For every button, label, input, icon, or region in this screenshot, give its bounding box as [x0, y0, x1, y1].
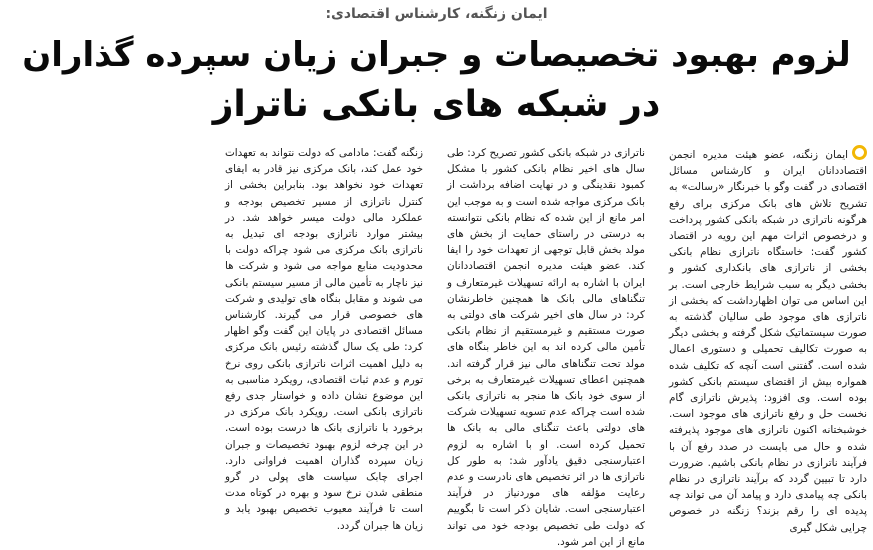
- article-headline: [20, 30, 853, 130]
- article-kicker: ایمان زنگنه، کارشناس اقتصادی:: [325, 6, 548, 22]
- article-column-3: [225, 145, 423, 532]
- column-3-text: زنگنه گفت: مادامی که دولت نتواند به تعهدات خود عمل کند، بانک مرکزی نیز قادر به ایفای تعهدات خود نخواهد بود. بنابراین بخشی از کنترل ناترازی از مسیر تخصیص بودجه و عملکرد مالی دولت میسر خواهد شد. در بیشتر موارد ناترازی بودجه ای تبدیل به ناترازی بانک مرکزی می شود چراکه دولت با محدودیت منابع مواجه می شود و شرکت ها نیز ناچار به تأمین مالی از مسیر سیستم بانکی می شوند و مقابل بنگاه های تولیدی و شرکت های خصوصی قرار می گیرند. کارشناس مسائل اقتصادی در پایان این گفت وگو اظهار کرد: طی یک سال گذشته رئیس بانک مرکزی به دلیل اهمیت اثرات ناترازی بانکی روی نرخ تورم و عدم ثبات اقتصادی، رویکرد مناسبی به این موضوع نشان داده و خواستار جدی رفع ناترازی بانکی است. رویکرد بانک مرکزی در برخورد با ناترازی بانک ها درست بوده است. در این چرخه لزوم بهبود تخصیصات و جبران زیان سپرده گذاران اهمیت فراوانی دارد. اجرای چابک سیاست های پولی در گرو منطقی شدن نرخ سود و بهره در کوتاه مدت است تا فرآیند معیوب تخصیص بهبود یابد و زیان ها جبران گردد.: [225, 147, 423, 532]
- circle-bullet-icon: [852, 145, 867, 160]
- article-column-1: [669, 145, 867, 534]
- column-1-text: ایمان زنگنه، عضو هیئت مدیره انجمن اقتصاددانان ایران و کارشناس مسائل اقتصادی در گفت وگو با خبرنگار «رسالت» به تشریح تلاش های بانک مرکزی برای رفع هرگونه ناترازی در شبکه بانکی کشور پرداخت و درخصوص اثرات مهم این رویه در اقتصاد کشور گفت: خاستگاه ناترازی نظام بانکی بخشی از ناترازی های بانکداری کشور و بخشی دیگر به سبب شرایط خارجی است. بر این اساس می توان اظهارداشت که بخشی از ناترازی های موجود طی سالیان گذشته به صورت سیستماتیک شکل گرفته و بخشی دیگر به صورت تکالیف تحمیلی و دستوری اعمال شده است. گفتنی است آنچه که تکلیف شده همواره بیش از اقتضای سیستم بانکی کشور بوده است. وی افزود: پذیرش ناترازی گام نخست حل و رفع ناترازی های موجود است. خوشبختانه اکنون ناترازی های موجود پذیرفته شده و حال می بایست در صدد رفع آن با فرآیند ناترازی در نظام بانکی باشیم. ضرورت دارد تا تبیین گردد که برآیند ناترازی در نظام بانکی چه پیامدی دارد و پیامد آن می تواند چه پدیده ای را رقم بزند؟ زنگنه در خصوص چرایی شکل گیری: [669, 149, 867, 534]
- article-column-2: [447, 145, 645, 548]
- headline-line-1: لزوم بهبود تخصیصات و جبران زیان سپرده گذاران: [22, 35, 851, 75]
- article-column-4: [6, 145, 201, 473]
- headline-line-2: در شبکه های بانکی ناتراز: [212, 84, 661, 125]
- article-body: [6, 145, 867, 548]
- column-1-paragraph: [669, 145, 867, 536]
- column-2-text: ناترازی در شبکه بانکی کشور تصریح کرد: طی سال های اخیر نظام بانکی کشور با مشکل کمبود نقدینگی و در نهایت اضافه برداشت از بانک مرکزی مواجه شده است و به موجب این امر مانع از این شده که نظام بانکی نتوانسته به درستی در راستای حمایت از بخش های مولد بخش قابل توجهی از تعهدات خود را ایفا کند. عضو هیئت مدیره انجمن اقتصاددانان ایران با اشاره به ارائه تسهیلات غیرمتعارف و تنگناهای مالی بانک ها همچنین خاطرنشان کرد: در سال های اخیر شرکت های دولتی به صورت مستقیم و غیرمستقیم از نظام بانکی تأمین مالی کرده اند به این خاطر بنگاه های مولد تحت تنگناهای مالی نیز قرار گرفته اند. همچنین اعطای تسهیلات غیرمتعارف به برخی از سوی خود بانک ها منجر به ناترازی بانکی شده است چراکه عدم تسویه تسهیلات شرکت های دولتی باعث تنگنای مالی به بانک ها تحمیل کرده است. او با اشاره به لزوم اعتبارسنجی دقیق یادآور شد: به طور کل ناترازی ها در اثر تخصیص های نادرست و عدم رعایت مؤلفه های موردنیاز در فرآیند اعتبارسنجی است. شایان ذکر است تا بگوییم که دولت طی تخصیص بودجه خود می تواند مانع از این امر شود.: [447, 147, 645, 548]
